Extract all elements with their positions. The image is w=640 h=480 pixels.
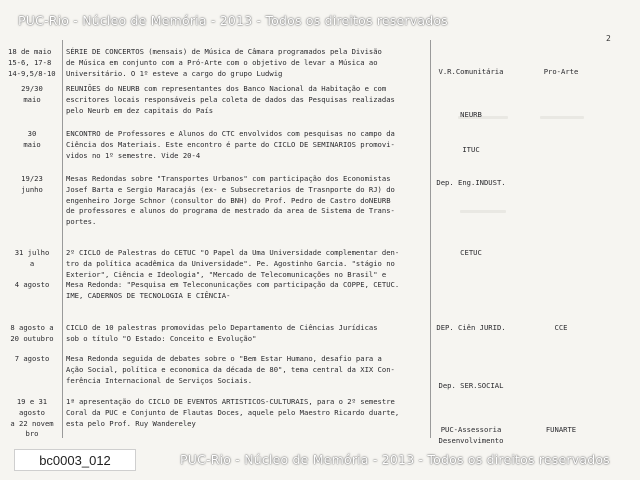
bleed-through-mark <box>540 116 584 119</box>
row-organizer: DEP. Ciên JURID. <box>436 323 506 332</box>
row-description: 1ª apresentação do CICLO DE EVENTOS ARTISTICOS-CULTURAIS, para o 2º semestre Coral da PUC e Conjunto de Flautas Doces, aquele pelo Maestro Ricardo duarte, esta pelo Prof. Ruy Wandereley <box>66 397 400 428</box>
document-id-label: bc0003_012 <box>14 449 136 471</box>
row-date: 31 julho a 4 agosto <box>14 248 50 290</box>
row-funder: FUNARTE <box>545 425 577 434</box>
row-date: 8 agosto a 20 outubro <box>10 323 54 343</box>
row-date: 18 de maio 15-6, 17-8 14-9,5/8-10 <box>8 47 56 78</box>
row-organizer: PUC-Assessoria Desenvolvimento <box>438 425 504 445</box>
row-date: 30 maio <box>23 129 41 149</box>
bleed-through-mark <box>460 210 506 213</box>
copyright-banner-bottom: PUC-Rio - Núcleo de Memória - 2013 - Todos os direitos reservados <box>180 452 610 467</box>
row-date: 29/30 maio <box>21 84 43 104</box>
column-divider-description <box>430 40 431 438</box>
row-description: 2º CICLO de Palestras do CETUC "O Papel da Uma Universidade complementar den- tro da política acadêmica da Universidade". Pe. Agostinho Garcia. "stágio no Exterior", Ciência e Ideologia", "Mercado de Telecomunicações no Brasil" e Mesa Redonda: "Pesquisa em Teleconunicações com participação da COPPE, CETUC. IME, CADERNOS DE TECNOLOGIA E CIÊNCIA- <box>66 248 400 301</box>
row-organizer: Dep. Eng.INDUST. <box>436 178 506 187</box>
row-date: 19 e 31 agosto a 22 novem bro <box>10 397 54 439</box>
row-description: CICLO de 10 palestras promovidas pelo Departamento de Ciências Jurídicas sob o título "O Estado: Conceito e Evolução" <box>66 323 378 343</box>
column-divider-date <box>62 40 63 438</box>
row-organizer: ITUC <box>462 145 480 154</box>
row-organizer: Dep. SER.SOCIAL <box>438 381 504 390</box>
row-description: SÉRIE DE CONCERTOS (mensais) de Música de Câmara programados pela Divisão de Música em conjunto com a Pró-Arte com o objetivo de levar a Música ao Universitário. O 1º esteve a cargo do grupo Ludwig <box>66 47 382 78</box>
page-number: 2 <box>606 34 611 43</box>
copyright-banner-top: PUC-Rio - Núcleo de Memória - 2013 - Todos os direitos reservados <box>18 13 448 28</box>
row-funder: CCE <box>554 323 568 332</box>
row-organizer: V.R.Comunitária <box>438 67 504 76</box>
row-organizer: CETUC <box>460 248 482 257</box>
row-description: Mesa Redonda seguida de debates sobre o "Bem Estar Humano, desafio para a Ação Social, política e economica da década de 80", tema central da XIX Con- ferência Internacional de Serviços Sociais. <box>66 354 395 385</box>
row-description: REUNIÕES do NEURB com representantes dos Banco Nacional da Habitação e com escritores locais responsáveis pela coleta de dados das Pesquisas realizadas pelo Neurb em dez capitais do País <box>66 84 395 115</box>
row-date: 7 agosto <box>14 354 50 363</box>
row-organizer: NEURB <box>460 110 482 119</box>
row-date: 19/23 junho <box>21 174 43 194</box>
row-description: Mesas Redondas sobre "Transportes Urbanos" com participação dos Economistas Josef Barta e Sergio Maracajás (ex- e Subsecretarios de Trasnporte do RJ) do engenheiro Jorge Schnor (consultor do BNH) do Prof. Pedro de Castro doNEURB de professores e alunos do programa de mestrado da area de Sistema de Trans- portes. <box>66 174 395 227</box>
row-funder: Pro-Arte <box>543 67 579 76</box>
row-description: ENCONTRO de Professores e Alunos do CTC envolvidos com pesquisas no campo da Ciência dos Materiais. Este encontro é parte do CICLO DE SEMINARIOS promovi- vidos no 1º semestre. Vide 20-4 <box>66 129 395 160</box>
